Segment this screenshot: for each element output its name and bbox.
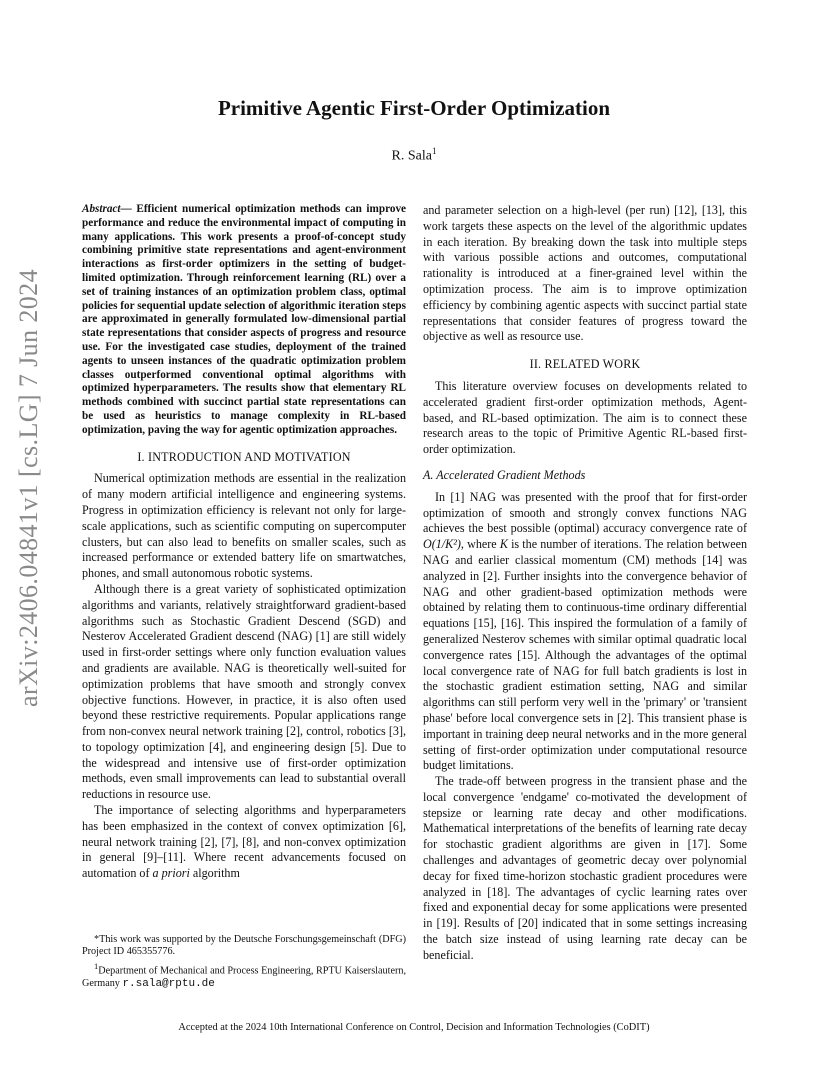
intro-paragraph-3-tail: algorithm — [189, 866, 240, 881]
author-email: r.sala@rptu.de — [122, 977, 215, 990]
right-column — [423, 203, 747, 964]
convergence-rate-formula: O(1/K²) — [423, 537, 461, 552]
conference-footer: Accepted at the 2024 10th International Conference on Control, Decision and Information Technologies (CoDIT) — [178, 1022, 650, 1033]
abstract — [82, 203, 406, 438]
footnote-affiliation-text: Department of Mechanical and Process Engineering, RPTU Kaiserslautern, Germany — [82, 965, 406, 989]
accelerated-paragraph-1-mid: , where — [460, 537, 500, 552]
intro-paragraph-3 — [82, 803, 406, 882]
author-line — [0, 146, 828, 165]
related-work-paragraph-1: This literature overview focuses on developments related to accelerated gradient first-order optimization methods, Agent-based, and RL-based optimization. The aim is to connect these research areas to the topic of Primitive Agentic RL-based first-order optimization. — [423, 378, 747, 457]
accelerated-paragraph-2: The trade-off between progress in the transient phase and the local convergence 'endgame' co-motivated the development of stepsize or learning rate decay and other modifications. Mathematical interpretations of the benefits of learning rate decay for stochastic gradient algorithms are given in [17]. Some challenges and advantages of geometric decay over polynomial decay for fixed time-horizon stochastic gradient procedures were analyzed in [18]. The advantages of cyclic learning rates over fixed and exponential decay for some applications were presented in [19]. Results of [20] indicated that in some settings increasing the batch size instead of using learning rate decay can be beneficial. — [423, 774, 747, 962]
arxiv-stamp — [8, 268, 50, 708]
intro-paragraph-3-text: The importance of selecting algorithms and hyperparameters has been emphasized in the context of convex optimization [6], neural network training [2], [7], [8], and non-convex optimization in general [9]–[11]. Where recent advancements focused on automation of — [82, 803, 406, 881]
footnote-funding: *This work was supported by the Deutsche Forschungsgemeinschaft (DFG) Project ID 465355776. — [82, 934, 406, 958]
author-name: R. Sala — [391, 148, 432, 164]
accelerated-paragraph-1-text: In [1] NAG was presented with the proof that for first-order optimization of smooth and strongly convex functions NAG achieves the best possible (optimal) accuracy convergence rate of — [423, 489, 747, 536]
paper-title: Primitive Agentic First-Order Optimization — [217, 96, 611, 120]
intro-paragraph-continued: and parameter selection on a high-level (per run) [12], [13], this work targets these aspects on the level of the algorithmic updates in each iteration. By breaking down the task into multiple steps with various possible actions and outcomes, computational rationality is introduced at a finer-grained level within the optimization process. The aim is to improve optimization efficiency by combining agentic aspects with succinct partial state representations that consider features of progress toward the objective as well as resource use. — [423, 203, 747, 344]
left-column — [82, 203, 406, 882]
intro-paragraph-3-emphasis: a priori — [152, 866, 190, 881]
accelerated-paragraph-1-rest: is the number of iterations. The relation between NAG and earlier classical momentum (CM) methods [14] was analyzed in [2]. Further insights into the convergence behavior of NAG and other gradient-based optimization methods were obtained by relating them to continuous-time ordinary differential equations [15], [16]. This inspired the formulation of a family of generalized Nesterov schemes with similar optimal quadratic local convergence rates [15]. Although the advantages of the optimal local convergence rate of NAG for full batch gradients is lost in the stochastic gradient estimation setting, NAG and similar algorithms can still perform very well in the 'primary' or 'transient phase' before local convergence sets in [2]. This transient phase is important in training deep neural networks and in the more general setting of first-order optimization under computational resource budget limitations. — [423, 537, 747, 773]
accelerated-paragraph-1 — [423, 490, 747, 774]
section-heading-introduction: I. INTRODUCTION AND MOTIVATION — [137, 449, 351, 464]
footnote-affiliation-mark: 1 — [94, 960, 99, 971]
abstract-label: Abstract — [82, 203, 121, 215]
author-affiliation-mark: 1 — [431, 146, 437, 156]
footnotes — [82, 934, 406, 991]
subsection-heading-accelerated-gradient: A. Accelerated Gradient Methods — [423, 467, 586, 482]
abstract-text: — Efficient numerical optimization methods can improve performance and reduce the environmental impact of computing in many applications. This work presents a proof-of-concept study combining primitive state representations and agent-environment interactions as first-order optimizers in the setting of budget-limited optimization. Through reinforcement learning (RL) over a set of training instances of an optimization problem class, optimal policies for sequential update selection of algorithmic iteration steps are approximated in generally formulated low-dimensional partial state representations that consider aspects of progress and resource use. For the investigated case studies, deployment of the trained agents to unseen instances of the quadratic optimization problem classes outperformed conventional optimal algorithms with optimized hyperparameters. The results show that elementary RL methods combined with succinct partial state representations can be used as heuristics to manage complexity in RL-based optimization, paving the way for agentic optimization approaches. — [82, 203, 406, 436]
footnote-affiliation — [82, 960, 406, 990]
iteration-variable: K — [499, 537, 508, 552]
intro-paragraph-1: Numerical optimization methods are essential in the realization of many modern artificial intelligence and engineering systems. Progress in optimization efficiency is relevant not only for large-scale applications, such as scientific computing on supercomputer clusters, but can also lead to benefits on smaller scales, such as increased performance or extended battery life on smartwatches, phones, and small autonomous robotic systems. — [82, 471, 406, 581]
arxiv-stamp-text: arXiv:2406.04841v1 [cs.LG] 7 Jun 2024 — [14, 269, 43, 707]
section-heading-related-work: II. RELATED WORK — [529, 357, 641, 372]
intro-paragraph-2: Although there is a great variety of sophisticated optimization algorithms and variants, relatively straightforward gradient-based algorithms such as Stochastic Gradient Descend (SGD) and Nesterov Accelerated Gradient descend (NAG) [1] are still widely used in first-order settings where only function evaluation values and gradients are available. NAG is theoretically well-suited for optimization problems that have smooth and strongly convex objective functions. However, in practice, it is also often used beyond these restrictive requirements. Popular applications range from non-convex neural network training [2], control, robotics [3], to topology optimization [4], and engineering design [5]. Due to the widespread and intensive use of first-order optimization methods, even small improvements can lead to substantial overall reductions in resource use. — [82, 581, 406, 802]
